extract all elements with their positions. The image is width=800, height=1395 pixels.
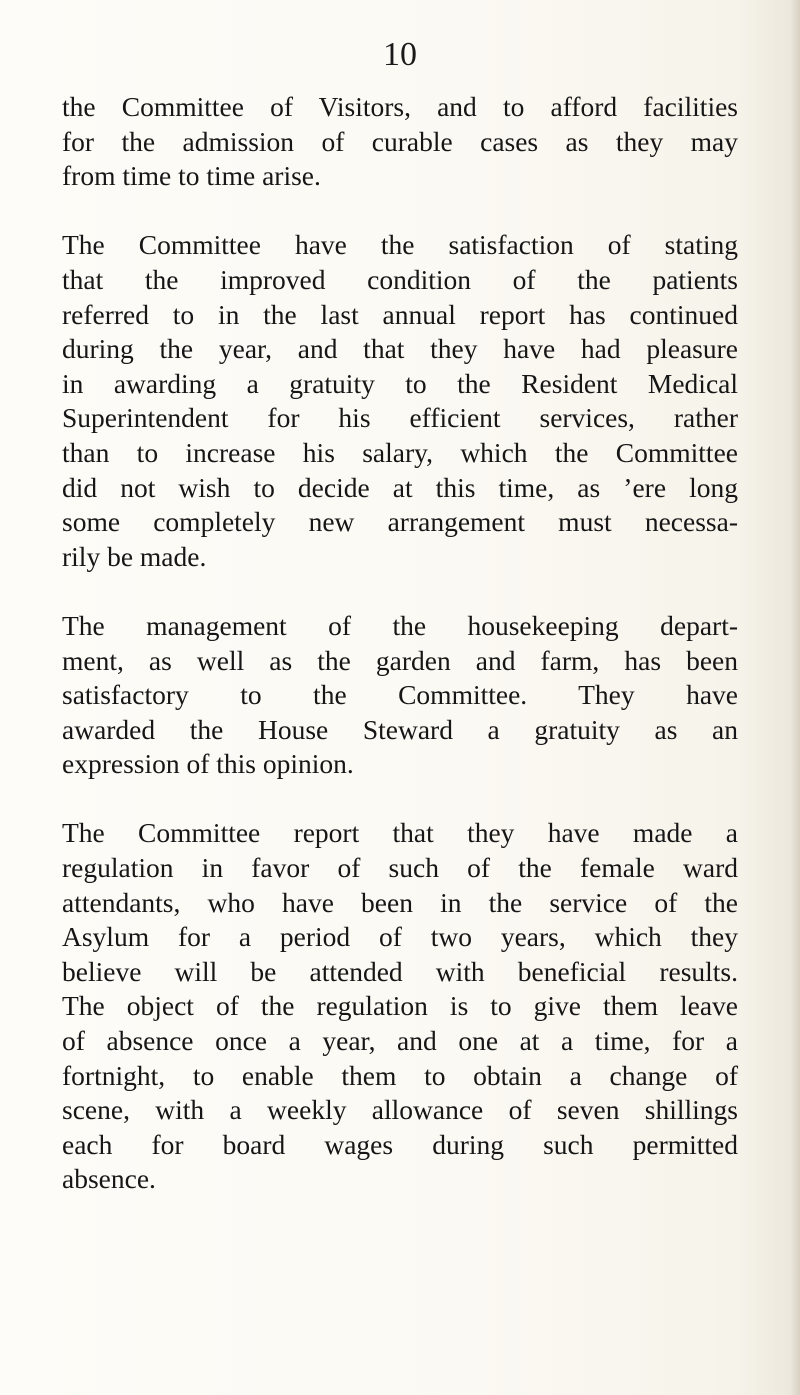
body-text [62, 90, 738, 1232]
text-line: believe will be attended with beneficial results. [62, 955, 738, 987]
text-line: for the admission of curable cases as they may [62, 125, 738, 157]
text-line: did not wish to decide at this time, as ’ere long [62, 471, 738, 503]
page-edge-shadow [790, 0, 800, 1395]
text-line: the Committee of Visitors, and to afford facilities [62, 91, 738, 122]
text-line: than to increase his salary, which the Committee [62, 436, 738, 468]
text-line: from time to time arise. [62, 160, 321, 192]
text-line: fortnight, to enable them to obtain a change of [62, 1059, 738, 1091]
paragraph-3 [62, 609, 738, 782]
text-line: awarded the House Steward a gratuity as an [62, 713, 738, 745]
text-line: ment, as well as the garden and farm, has been [62, 644, 738, 676]
text-line: rily be made. [62, 540, 207, 572]
paragraph-1 [62, 90, 738, 194]
text-line: The management of the housekeeping depart- [62, 609, 738, 641]
text-line: satisfactory to the Committee. They have [62, 679, 738, 711]
text-line: each for board wages during such permitted [62, 1128, 738, 1160]
text-line: expression of this opinion. [62, 748, 354, 780]
text-line: in awarding a gratuity to the Resident Medical [62, 367, 738, 399]
text-line: absence. [62, 1163, 156, 1195]
text-line: The Committee have the satisfaction of stating [62, 229, 738, 261]
text-line: Asylum for a period of two years, which they [62, 921, 738, 953]
paragraph-4 [62, 816, 738, 1197]
text-line: attendants, who have been in the service of the [62, 886, 738, 918]
paragraph-2 [62, 228, 738, 574]
text-line: Superintendent for his efficient services, rather [62, 402, 738, 434]
text-line: referred to in the last annual report has continued [62, 298, 738, 330]
page-number: 10 [383, 36, 417, 73]
text-line: The Committee report that they have made a [62, 817, 738, 849]
text-line: regulation in favor of such of the female ward [62, 852, 738, 884]
text-line: scene, with a weekly allowance of seven shillings [62, 1094, 738, 1126]
text-line: during the year, and that they have had pleasure [62, 333, 738, 365]
text-line: of absence once a year, and one at a time, for a [62, 1025, 738, 1057]
text-line: that the improved condition of the patients [62, 263, 738, 295]
text-line: The object of the regulation is to give them leave [62, 990, 738, 1022]
text-line: some completely new arrangement must necessa- [62, 506, 738, 538]
